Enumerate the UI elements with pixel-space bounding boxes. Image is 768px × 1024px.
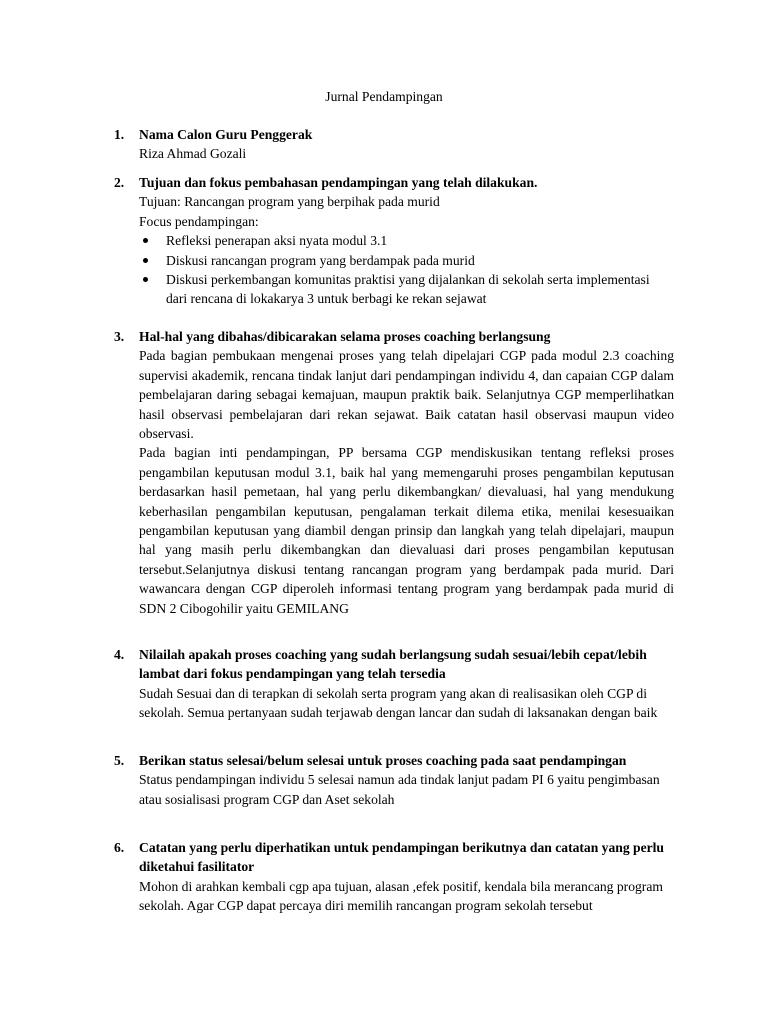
item-heading: Catatan yang perlu diperhatikan untuk pendampingan berikutnya dan catatan yang perlu diketahui fasilitator	[139, 840, 664, 875]
bullet-dot-icon	[143, 238, 148, 243]
item-number: 3.	[114, 329, 125, 344]
item-paragraph-1: Pada bagian pembukaan mengenai proses yang telah dipelajari CGP pada modul 2.3 coaching supervisi akademik, rencana tindak lanjut dari pendampingan individu 4, dan capaian CGP dalam pembelajaran daring sebagai kemajuan, maupun praktik baik. Selanjutnya CGP memperlihatkan hasil observasi pembelajaran dari rekan sejawat. Baik catatan hasil observasi maupun video observasi.	[139, 348, 674, 442]
item-heading: Hal-hal yang dibahas/dibicarakan selama proses coaching berlangsung	[139, 329, 551, 344]
list-item-4	[114, 645, 674, 723]
item-number: 2.	[114, 175, 125, 190]
bullet-text: Diskusi perkembangan komunitas praktisi yang dijalankan di sekolah serta implementasi dari rencana di lokakarya 3 untuk berbagi ke rekan sejawat	[166, 272, 650, 307]
list-item-6	[114, 838, 674, 916]
item-heading: Nilailah apakah proses coaching yang sudah berlangsung sudah sesuai/lebih cepat/lebih lambat dari fokus pendampingan yang telah tersedia	[139, 647, 647, 682]
bullet-item	[139, 270, 674, 309]
bullet-dot-icon	[143, 277, 148, 282]
list-item-3	[114, 327, 674, 618]
item-number: 1.	[114, 127, 125, 142]
bullet-text: Refleksi penerapan aksi nyata modul 3.1	[166, 233, 388, 249]
item-heading: Berikan status selesai/belum selesai untuk proses coaching pada saat pendampingan	[139, 753, 627, 768]
item-heading: Nama Calon Guru Penggerak	[139, 127, 313, 142]
item-text: Riza Ahmad Gozali	[139, 146, 247, 162]
item-number: 4.	[114, 647, 125, 662]
list-item-2	[114, 173, 674, 309]
focus-label: Focus pendampingan:	[139, 213, 259, 229]
item-text: Sudah Sesuai dan di terapkan di sekolah serta program yang akan di realisasikan oleh CGP di sekolah. Semua pertanyaan sudah terjawab dengan lancar dan sudah di laksanakan dengan baik	[139, 685, 658, 721]
list-item-5	[114, 751, 674, 809]
item-text: Status pendampingan individu 5 selesai namun ada tindak lanjut padam PI 6 yaitu pengimbasan atau sosialisasi program CGP dan Aset sekolah	[139, 772, 660, 807]
bullet-item	[139, 251, 674, 270]
item-heading: Tujuan dan fokus pembahasan pendampingan yang telah dilakukan.	[139, 175, 538, 190]
list-item-1	[114, 125, 674, 164]
bullet-dot-icon	[143, 258, 148, 263]
tujuan-text: Tujuan: Rancangan program yang berpihak pada murid	[139, 194, 440, 210]
item-text: Mohon di arahkan kembali cgp apa tujuan, alasan ,efek positif, kendala bila merancang program sekolah. Agar CGP dapat percaya diri memilih rancangan program sekolah tersebut	[139, 878, 663, 914]
item-paragraph-2: Pada bagian inti pendampingan, PP bersama CGP mendiskusikan tentang refleksi proses pengambilan keputusan modul 3.1, baik hal yang memengaruhi proses pengambilan keputusan berdasarkan hasil pemetaan, hal yang perlu dikembangkan/ dievaluasi, hal yang mendukung keberhasilan pengambilan keputusan, pengalaman terkait dilema etika, menilai kesesuaikan pengambilan keputusan yang diambil dengan prinsip dan langkah yang telah dipelajari, maupun hal yang masih perlu dikembangkan dan dievaluasi dari proses pengambilan keputusan tersebut.Selanjutnya diskusi tentang rancangan program yang berdampak pada murid. Dari wawancara dengan CGP diperoleh informasi tentang program yang berdampak pada murid di SDN 2 Cibogohilir yaitu GEMILANG	[139, 445, 674, 616]
document-title: Jurnal Pendampingan	[325, 89, 443, 104]
bullet-item	[139, 231, 674, 250]
item-number: 6.	[114, 840, 125, 855]
focus-bullet-list	[139, 231, 674, 309]
bullet-text: Diskusi rancangan program yang berdampak pada murid	[166, 252, 475, 268]
item-number: 5.	[114, 753, 125, 768]
